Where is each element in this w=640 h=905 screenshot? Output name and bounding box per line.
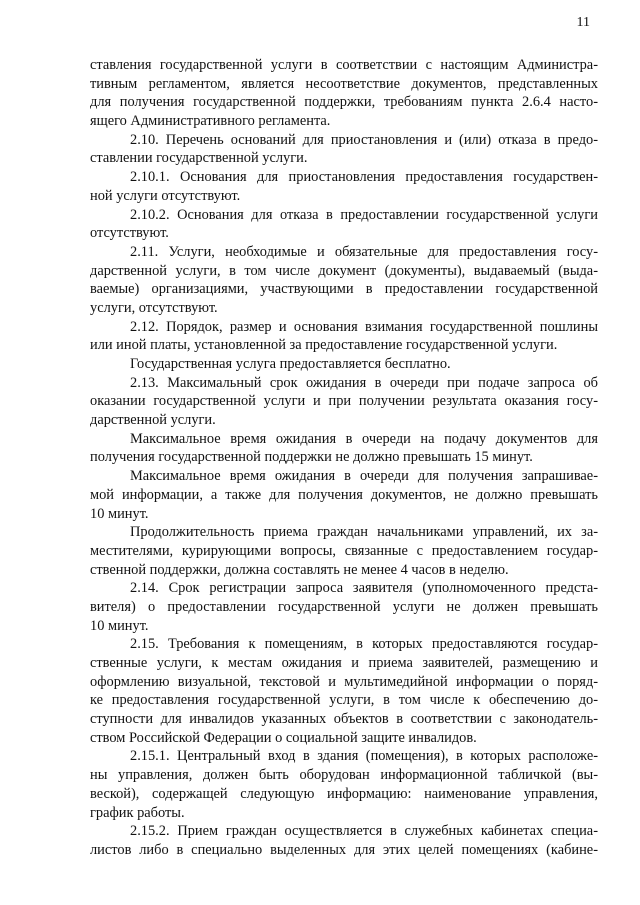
text-line: 2.13. Максимальный срок ожидания в очереди при подаче запроса об [130,374,598,391]
text-line: 2.15.2. Прием граждан осуществляется в служебных кабинетах специа- [130,823,598,840]
text-line: тивным регламентом, является несоответствие документов, представленных [90,75,598,92]
text-line: ством Российской Федерации о социальной защите инвалидов. [90,729,477,746]
text-line: ственные услуги, к местам ожидания и приема заявителей, размещению и [90,655,598,671]
text-line: 2.14. Срок регистрации запроса заявителя (уполномоченного предста- [130,580,598,597]
text-line: услуги, отсутствуют. [90,299,218,316]
text-line: ны управления, должен быть оборудован информационной табличкой (вы- [90,767,598,784]
text-line: местителями, курирующими вопросы, связанные с предоставлением государ- [90,542,598,559]
text-line: 10 минут. [90,617,149,634]
text-line: 2.11. Услуги, необходимые и обязательные для предоставления госу- [130,243,598,260]
text-line: ке предоставления государственной услуги, в том числе к обеспечению до- [90,692,598,709]
text-line: 2.15. Требования к помещениям, в которых предоставляются государ- [130,636,598,653]
text-line: оказании государственной услуги и при получении результата оказания госу- [90,393,598,410]
text-line: веской), содержащей следующую информацию: наименование управления, [90,785,598,802]
text-line: 2.10.2. Основания для отказа в предоставлении государственной услуги [130,206,598,223]
text-line: ящего Административного регламента. [90,113,331,130]
text-line: Максимальное время ожидания в очереди для получения запрашивае- [130,468,598,485]
document-body [90,56,598,860]
text-line: или иной платы, установленной за предоставление государственной услуги. [90,337,558,354]
text-line: 2.12. Порядок, размер и основания взимания государственной пошлины [130,318,598,335]
text-line: для получения государственной поддержки, требованиям пункта 2.6.4 насто- [90,94,598,111]
text-line: ступности для инвалидов указанных объектов в соответствии с законодатель- [90,711,598,728]
text-line: 2.10.1. Основания для приостановления предоставления государствен- [130,169,598,186]
text-line: вителя) о предоставлении государственной услуги не должен превышать [90,598,598,615]
text-line: ставления государственной услуги в соответствии с настоящим Администра- [90,57,598,73]
text-line: Максимальное время ожидания в очереди на подачу документов для [130,430,598,447]
text-line: Продолжительность приема граждан начальниками управлений, их за- [130,524,598,541]
text-line: отсутствуют. [90,225,169,242]
text-line: Государственная услуга предоставляется бесплатно. [130,356,451,372]
text-line: получения государственной поддержки не должно превышать 15 минут. [90,449,533,466]
text-line: ственной поддержки, должна составлять не менее 4 часов в неделю. [90,561,509,578]
text-line: ставлении государственной услуги. [90,150,308,167]
text-line: оформлению визуальной, текстовой и мультимедийной информации о поряд- [90,673,598,690]
text-line: ной услуги отсутствуют. [90,187,241,204]
text-line: 10 минут. [90,505,149,522]
text-line: 2.10. Перечень оснований для приостановления и (или) отказа в предо- [130,131,598,148]
page-number: 11 [576,15,590,30]
text-line: дарственной услуги, в том числе документ (документы), выдаваемый (выда- [90,262,598,279]
text-line: мой информации, а также для получения документов, не должно превышать [90,486,598,503]
text-line: листов либо в специально выделенных для этих целей помещениях (кабине- [90,841,598,858]
text-line: график работы. [90,804,185,821]
text-line: 2.15.1. Центральный вход в здания (помещения), в которых расположе- [130,748,598,765]
text-line: ваемые) организациями, участвующими в предоставлении государственной [90,281,598,298]
text-line: дарственной услуги. [90,412,216,429]
